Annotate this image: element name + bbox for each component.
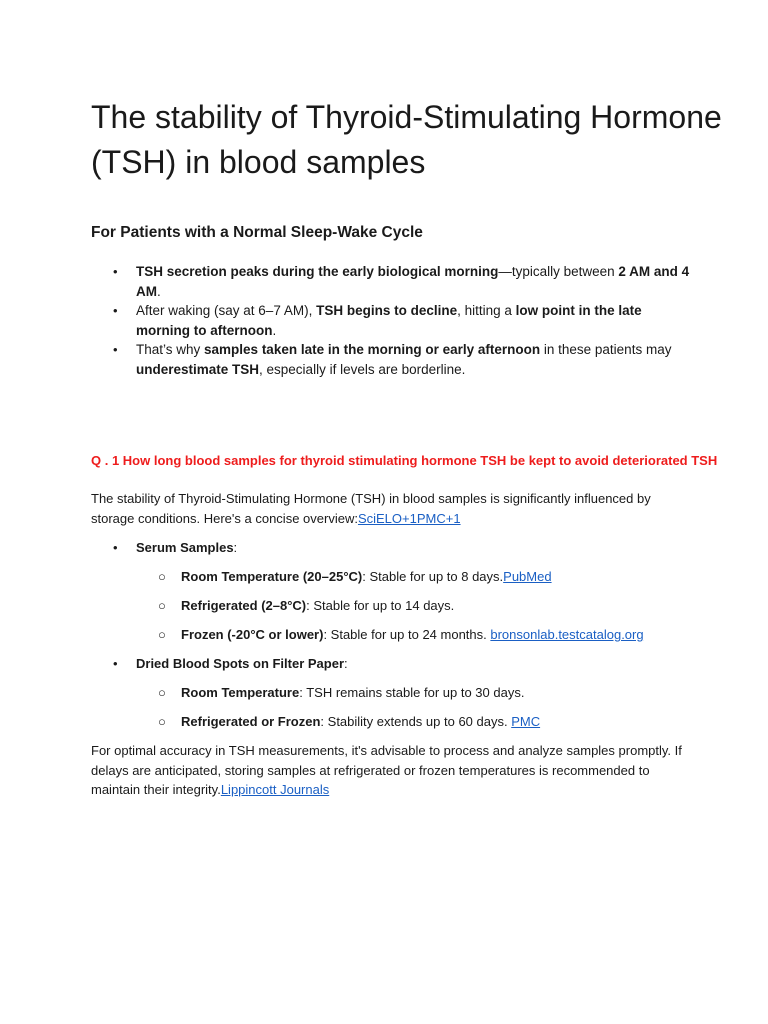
dried-blood-spots-item: Dried Blood Spots on Filter Paper: (136, 656, 348, 671)
question-heading: Q . 1 How long blood samples for thyroid stimulating hormone TSH be kept to avoid deteriorated TSH (91, 453, 718, 468)
conclusion-paragraph: For optimal accuracy in TSH measurements, it's advisable to process and analyze samples promptly. If delays are anticipated, storing samples at refrigerated or frozen temperatures is recommended to maintain their integrity.Lippincott Journals (91, 743, 682, 797)
circle-bullet-icon: ○ (158, 569, 166, 584)
circadian-bullet-list (91, 262, 691, 379)
source-link[interactable]: bronsonlab.testcatalog.org (490, 627, 644, 642)
list-item: Frozen (-20°C or lower): Stable for up to 24 months. bronsonlab.testcatalog.org (181, 627, 644, 642)
bullet-icon: • (113, 540, 118, 555)
intro-paragraph: The stability of Thyroid-Stimulating Hormone (TSH) in blood samples is significantly influenced by storage conditions. Here's a concise overview:SciELO+1PMC+1 (91, 491, 651, 526)
circle-bullet-icon: ○ (158, 714, 166, 729)
source-link[interactable]: PubMed (503, 569, 552, 584)
bullet-icon: • (113, 342, 118, 357)
bullet-icon: • (113, 264, 118, 279)
circle-bullet-icon: ○ (158, 598, 166, 613)
circle-bullet-icon: ○ (158, 627, 166, 642)
circle-bullet-icon: ○ (158, 685, 166, 700)
list-item: Refrigerated (2–8°C): Stable for up to 14 days. (181, 598, 455, 613)
serum-samples-item: Serum Samples: (136, 540, 238, 555)
bullet-icon: • (113, 303, 118, 318)
list-item: Refrigerated or Frozen: Stability extends up to 60 days. PMC (181, 714, 541, 729)
list-item: • After waking (say at 6–7 AM), TSH begins to decline, hitting a low point in the late morning to afternoon. (113, 303, 642, 338)
list-item: Room Temperature (20–25°C): Stable for up to 8 days.PubMed (181, 569, 552, 584)
source-link[interactable]: SciELO+1PMC+1 (357, 510, 461, 526)
source-link[interactable]: Lippincott Journals (220, 782, 330, 797)
page-title: The stability of Thyroid-Stimulating Hormone (TSH) in blood samples (91, 99, 722, 180)
bullet-icon: • (113, 656, 118, 671)
list-item: • That’s why samples taken late in the morning or early afternoon in these patients may underestimate TSH, especially if levels are borderline. (113, 342, 672, 377)
section-heading: For Patients with a Normal Sleep-Wake Cycle (91, 224, 423, 241)
source-link[interactable]: PMC (511, 714, 541, 729)
list-item: Room Temperature: TSH remains stable for up to 30 days. (181, 685, 525, 700)
list-item: • TSH secretion peaks during the early biological morning—typically between 2 AM and 4 AM. (113, 264, 690, 299)
